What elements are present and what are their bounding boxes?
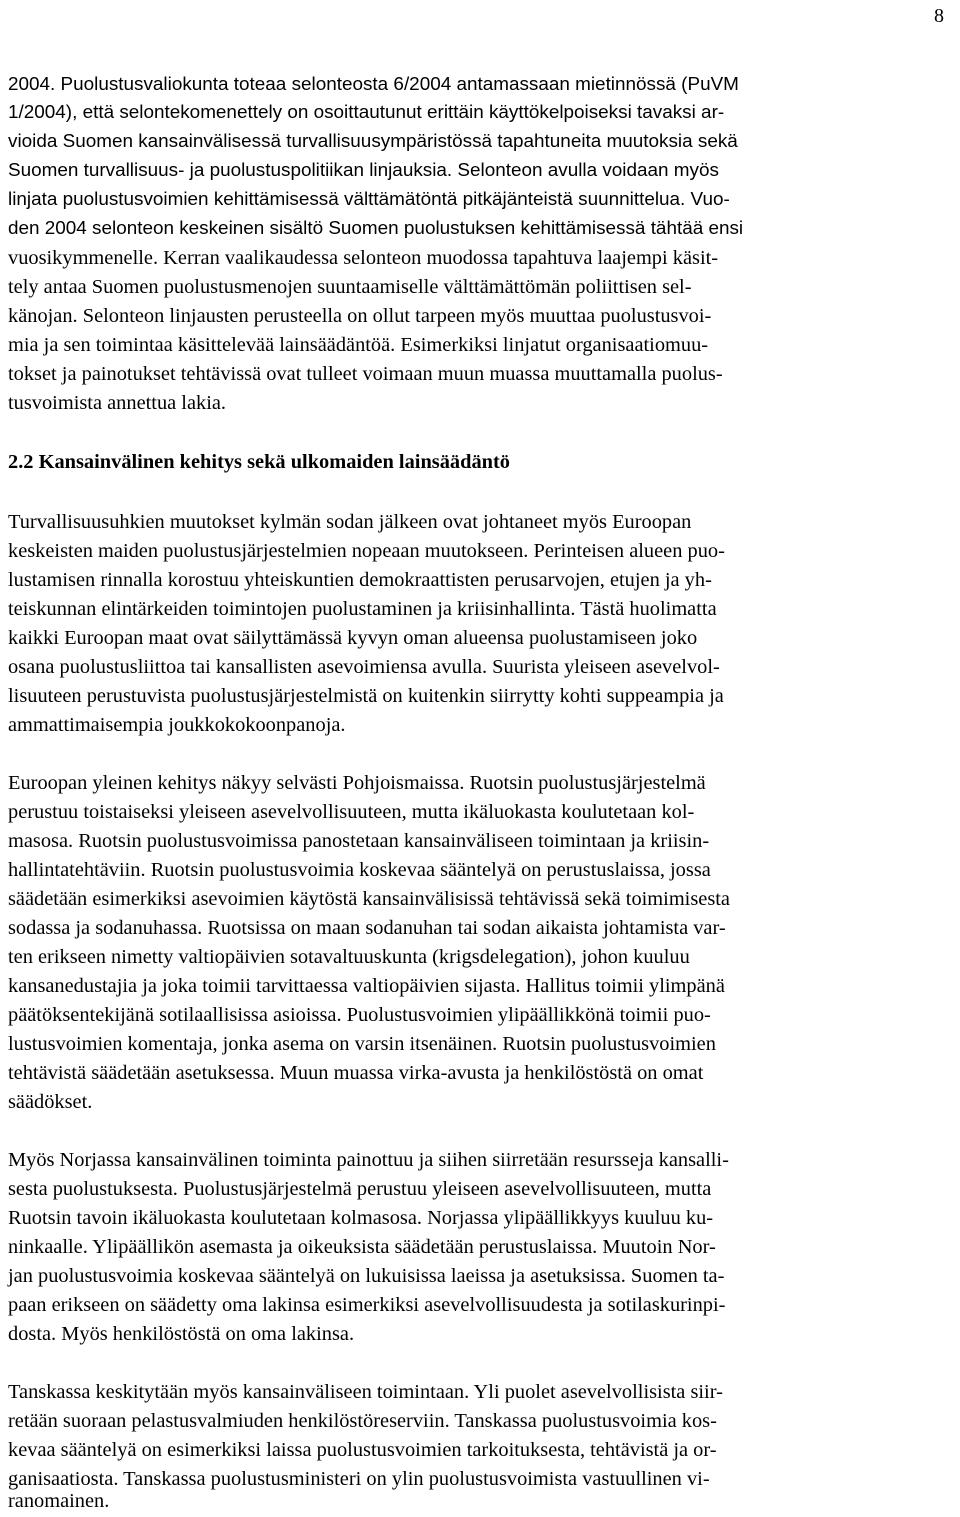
text-line: jan puolustusvoimia koskevaa sääntelyä on lukuisissa laeissa ja asetuksissa. Suomen ta- xyxy=(8,1265,725,1287)
text-line: ganisaatiosta. Tanskassa puolustusministeri on ylin puolustusvoimista vastuullinen vi- xyxy=(8,1468,710,1490)
text-line: osana puolustusliittoa tai kansallisten asevoimiensa avulla. Suurista yleiseen asevelvol- xyxy=(8,656,720,678)
page-number: 8 xyxy=(934,5,944,27)
text-line: masosa. Ruotsin puolustusvoimissa panostetaan kansainväliseen toimintaan ja kriisin- xyxy=(8,830,710,852)
text-line: vioida Suomen kansainvälisessä turvallisuusympäristössä tapahtuneita muutoksia sekä xyxy=(8,131,738,152)
text-line: Ruotsin tavoin ikäluokasta koulutetaan kolmasosa. Norjassa ylipäällikkyys kuuluu ku- xyxy=(8,1207,714,1229)
text-line: kevaa sääntelyä on esimerkiksi laissa puolustusvoimien tarkoituksesta, tehtävistä ja or- xyxy=(8,1439,717,1461)
text-line: ten erikseen nimetty valtiopäivien sotavaltuuskunta (krigsdelegation), johon kuuluu xyxy=(8,946,690,968)
text-line: säädökset. xyxy=(8,1091,93,1113)
text-line: Turvallisuusuhkien muutokset kylmän sodan jälkeen ovat johtaneet myös Euroopan xyxy=(8,511,692,533)
text-line: ranomainen. xyxy=(8,1490,110,1512)
text-line: paan erikseen on säädetty oma lakinsa esimerkiksi asevelvollisuudesta ja sotilaskurinpi- xyxy=(8,1294,726,1316)
text-line: 2004. Puolustusvaliokunta toteaa selonteosta 6/2004 antamassaan mietinnössä (PuVM xyxy=(8,74,739,95)
text-line: keskeisten maiden puolustusjärjestelmien nopeaan muutokseen. Perinteisen alueen puo- xyxy=(8,540,725,562)
text-line: tehtävistä säädetään asetuksessa. Muun muassa virka-avusta ja henkilöstöstä on omat xyxy=(8,1062,704,1084)
text-line: kaikki Euroopan maat ovat säilyttämässä kyvyn oman alueensa puolustamiseen joko xyxy=(8,627,698,649)
text-line: Myös Norjassa kansainvälinen toiminta painottuu ja siihen siirretään resursseja kansalli- xyxy=(8,1149,729,1171)
text-line: den 2004 selonteon keskeinen sisältö Suomen puolustuksen kehittämisessä tähtää ensi xyxy=(8,218,744,239)
text-line: Suomen turvallisuus- ja puolustuspolitiikan linjauksia. Selonteon avulla voidaan myös xyxy=(8,160,719,181)
text-line: tusvoimista annettua lakia. xyxy=(8,392,227,414)
text-line: ammattimaisempia joukkokokoonpanoja. xyxy=(8,714,346,736)
text-line: dosta. Myös henkilöstöstä on oma lakinsa. xyxy=(8,1323,355,1345)
text-line: säädetään esimerkiksi asevoimien käytöstä kansainvälisissä tehtävissä sekä toimimisesta xyxy=(8,888,730,910)
text-line: lustamisen rinnalla korostuu yhteiskuntien demokraattisten perusarvojen, etujen ja yh- xyxy=(8,569,712,591)
text-line: lisuuteen perustuvista puolustusjärjestelmistä on kuitenkin siirrytty kohti suppeampia ja xyxy=(8,685,724,707)
text-line: ninkaalle. Ylipäällikön asemasta ja oikeuksista säädetään perustuslaissa. Muutoin Nor- xyxy=(8,1236,716,1258)
text-line: hallintatehtäviin. Ruotsin puolustusvoimia koskevaa sääntelyä on perustuslaissa, jossa xyxy=(8,859,711,881)
text-line: känojan. Selonteon linjausten perusteella on ollut tarpeen myös muuttaa puolustusvoi- xyxy=(8,305,712,327)
text-line: päätöksentekijänä sotilaallisissa asioissa. Puolustusvoimien ylipäällikkönä toimii puo- xyxy=(8,1004,711,1026)
text-line: retään suoraan pelastusvalmiuden henkilöstöreserviin. Tanskassa puolustusvoimia kos- xyxy=(8,1410,717,1432)
text-line: lustusvoimien komentaja, jonka asema on varsin itsenäinen. Ruotsin puolustusvoimien xyxy=(8,1033,716,1055)
text-line: vuosikymmenelle. Kerran vaalikaudessa selonteon muodossa tapahtuva laajempi käsit- xyxy=(8,247,719,269)
text-line: tokset ja painotukset tehtävissä ovat tulleet voimaan muun muassa muuttamalla puolus- xyxy=(8,363,723,385)
text-line: sesta puolustuksesta. Puolustusjärjestelmä perustuu yleiseen asevelvollisuuteen, mutta xyxy=(8,1178,712,1200)
text-line: tely antaa Suomen puolustusmenojen suuntaamiselle välttämättömän poliittisen sel- xyxy=(8,276,692,298)
text-line: perustuu toistaiseksi yleiseen asevelvollisuuteen, mutta ikäluokasta koulutetaan kol- xyxy=(8,801,695,823)
text-line: mia ja sen toimintaa käsittelevää lainsäädäntöä. Esimerkiksi linjatut organisaatiomuu- xyxy=(8,334,709,356)
section-heading: 2.2 Kansainvälinen kehitys sekä ulkomaiden lainsäädäntö xyxy=(8,451,510,473)
text-line: Euroopan yleinen kehitys näkyy selvästi Pohjoismaissa. Ruotsin puolustusjärjestelmä xyxy=(8,772,706,794)
text-line: kansanedustajia ja joka toimii tarvittaessa valtiopäivien sijasta. Hallitus toimii ylimpänä xyxy=(8,975,725,997)
text-line: Tanskassa keskitytään myös kansainväliseen toimintaan. Yli puolet asevelvollisista siir- xyxy=(8,1381,723,1403)
text-line: teiskunnan elintärkeiden toimintojen puolustaminen ja kriisinhallinta. Tästä huolimatta xyxy=(8,598,717,620)
text-line: linjata puolustusvoimien kehittämisessä välttämätöntä pitkäjänteistä suunnittelua. Vuo- xyxy=(8,189,730,210)
text-line: 1/2004), että selontekomenettely on osoittautunut erittäin käyttökelpoiseksi tavaksi ar- xyxy=(8,102,725,123)
text-line: sodassa ja sodanuhassa. Ruotsissa on maan sodanuhan tai sodan aikaista johtamista var- xyxy=(8,917,726,939)
